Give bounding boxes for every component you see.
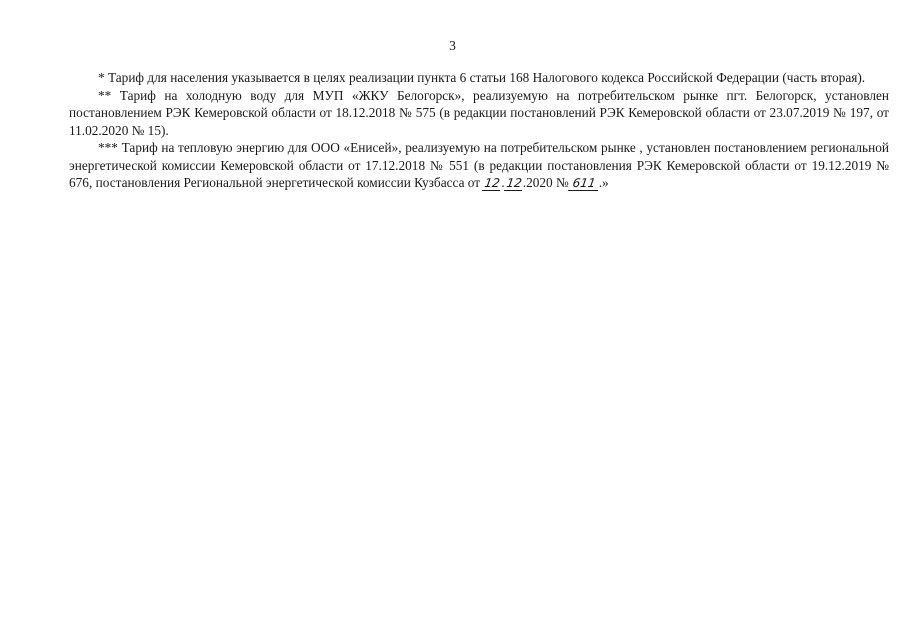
handwritten-day: 12 [483, 176, 502, 190]
footnote-3-end: .» [598, 175, 609, 190]
footnotes [69, 69, 889, 192]
footnote-3-number-sign: № [556, 175, 569, 190]
handwritten-number: 611 [568, 177, 600, 191]
page-number: 3 [449, 38, 456, 53]
footnote-3: *** Тариф на тепловую энергию для ООО «Енисей», реализуемую на потребительском рынке , установлен постановлением региональной энергетической комиссии Кемеровской области от 17.12.2018 № 551 (в редакции постановления РЭК Кемеровской области от 19.12.2019 № 676, постановления Региональной энергетической комиссии Кузбасса от 12.12.2020 № 611 .» [69, 140, 889, 190]
footnote-2: ** Тариф на холодную воду для МУП «ЖКУ Белогорск», реализуемую на потребительском рынке пгт. Белогорск, установлен постановлением РЭК Кемеровской области от 18.12.2018 № 575 (в редакции постановлений РЭК Кемеровской области от 23.07.2019 № 197, от 11.02.2020 № 15). [69, 87, 889, 138]
footnote-1: * Тариф для населения указывается в целях реализации пункта 6 статьи 168 Налогового кодекса Российской Федерации (часть вторая). [98, 70, 866, 85]
handwritten-month: 12 [505, 176, 523, 190]
footnote-3-year: 2020 [526, 175, 553, 190]
footnote-3-text: *** Тариф на тепловую энергию для ООО «Енисей», реализуемую на потребительском рынке , установлен постановлением региональной энергетической комиссии Кемеровской области от 17.12.2018 № 551 (в редакции постановления РЭК Кемеровской области от 19.12.2019 № 676, постановления Региональной энергетической комиссии Кузбасса от [69, 140, 889, 190]
